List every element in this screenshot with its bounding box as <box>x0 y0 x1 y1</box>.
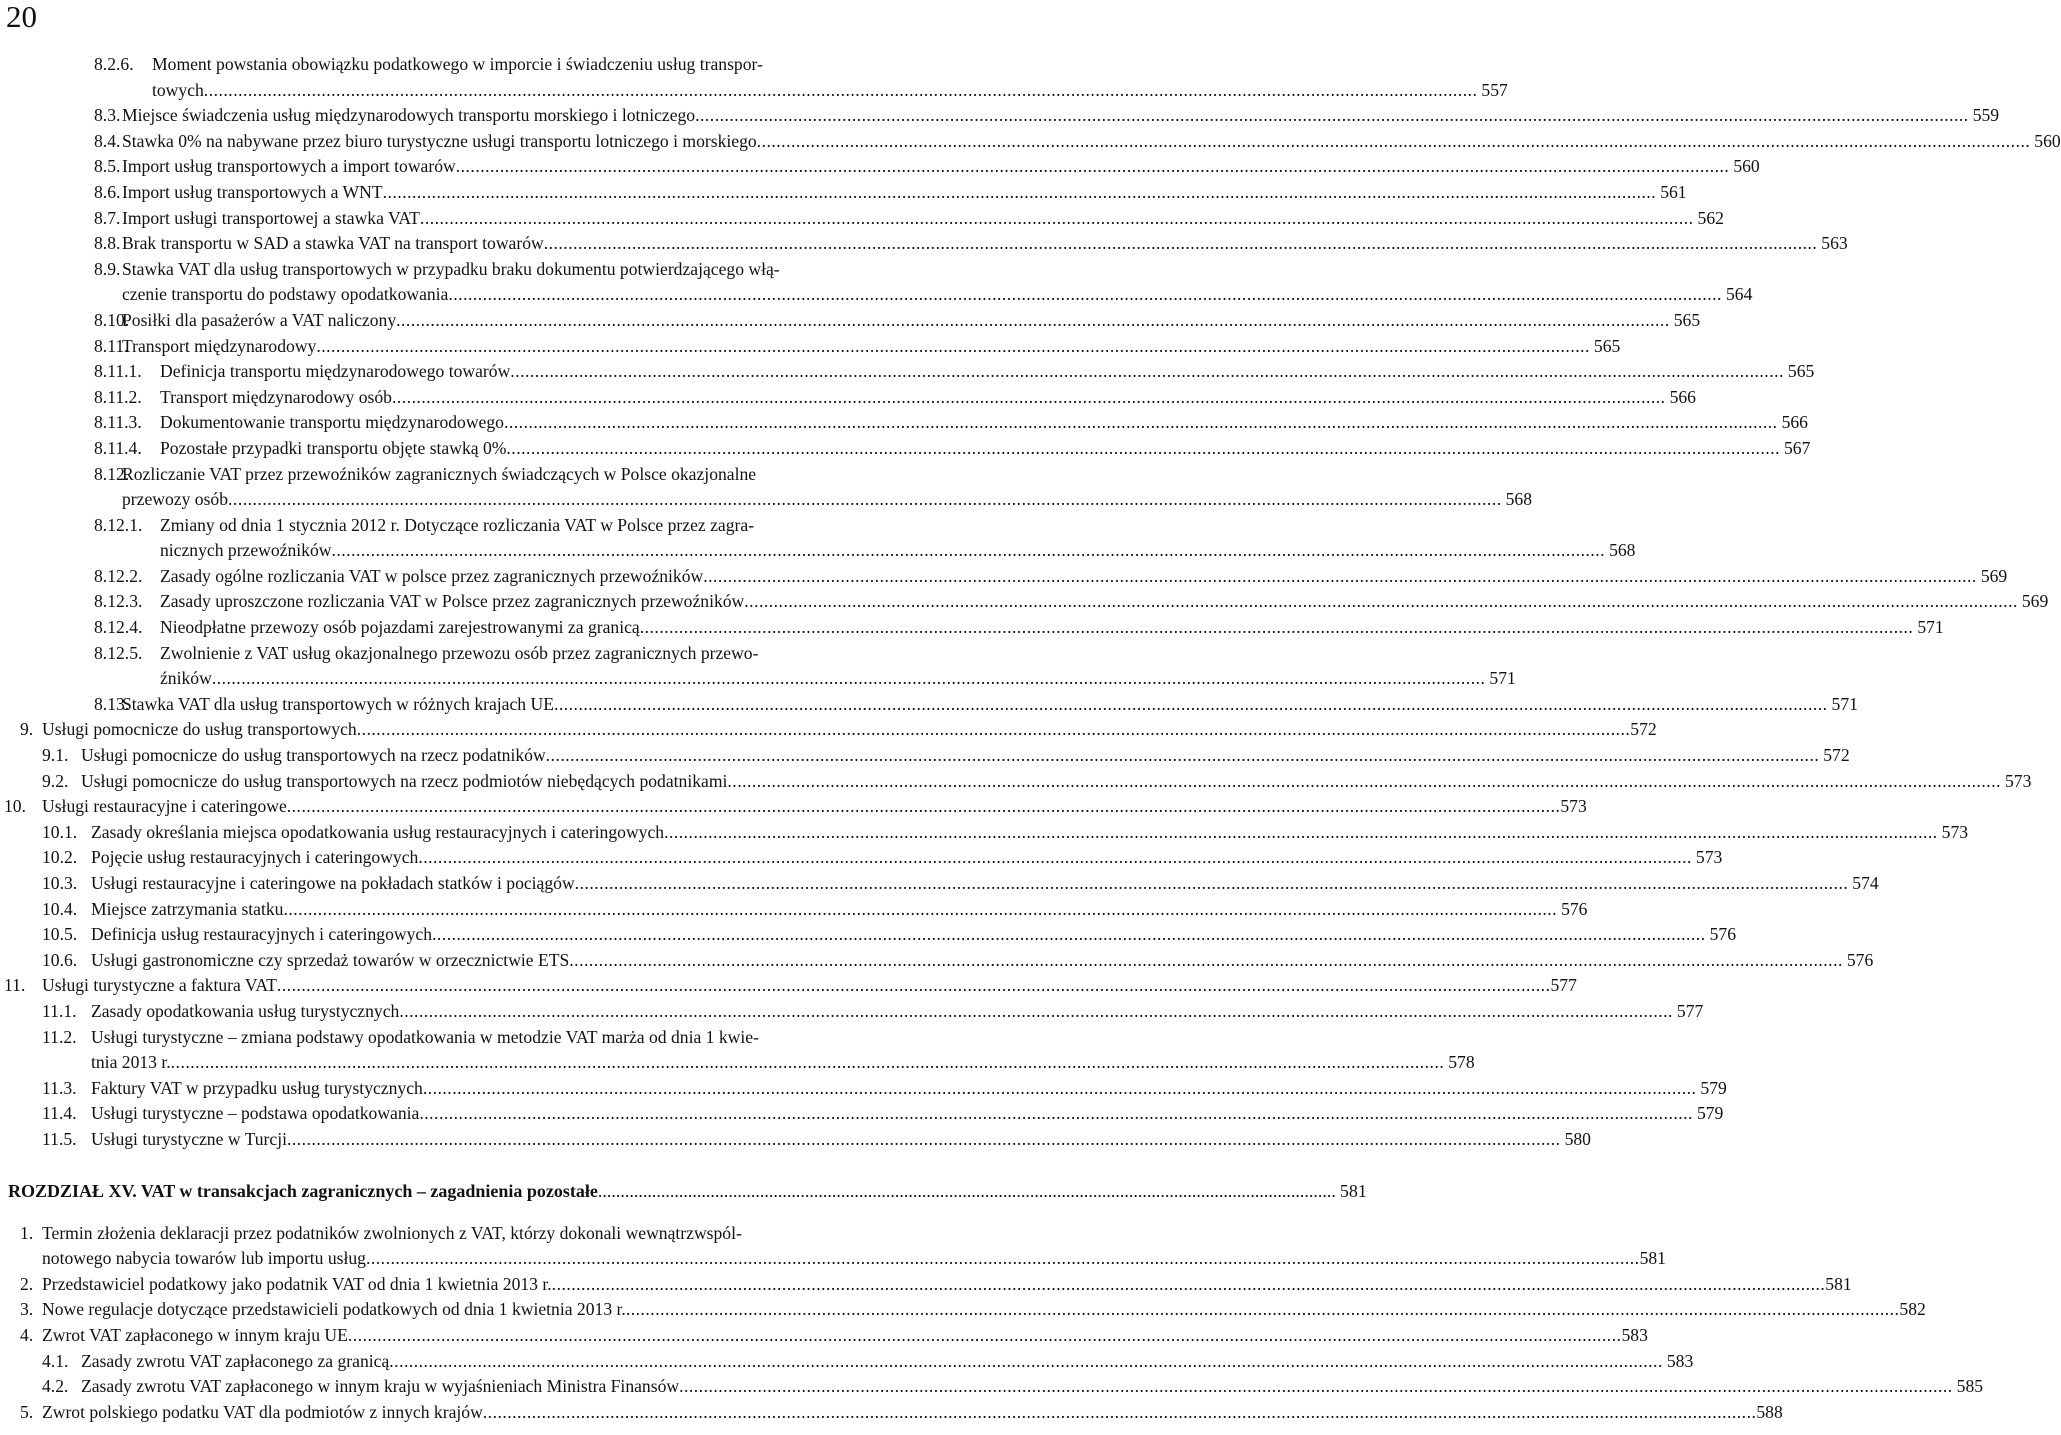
toc-entry-title: Pojęcie usług restauracyjnych i cateringowych <box>91 847 419 868</box>
toc-entry-number: 11. <box>4 975 26 996</box>
dot-leader: .................................................................................................................................................................................................................................................................... <box>419 207 1694 228</box>
toc-entry-page: 573 <box>2004 770 2032 791</box>
toc-entry[interactable] <box>0 385 1696 411</box>
toc-entry-page: 569 <box>2021 591 2049 612</box>
toc-entry[interactable] <box>0 999 1704 1025</box>
toc-entry[interactable] <box>0 154 1760 180</box>
toc-entry-number: 9.2. <box>42 770 69 791</box>
toc-entry-page: 582 <box>1899 1299 1926 1320</box>
toc-entry-page: 568 <box>1505 489 1533 510</box>
toc-entry-number: 8.11.4. <box>94 437 142 458</box>
toc-entry[interactable] <box>0 180 1687 206</box>
toc-entry-number: 8.11. <box>94 335 129 356</box>
dot-leader: .................................................................................................................................................................................................................................................................... <box>553 693 1828 714</box>
toc-entry[interactable] <box>0 743 1850 769</box>
dot-leader: .................................................................................................................................................................................................................................................................... <box>316 335 1590 356</box>
toc-entry-title: nicznych przewoźników <box>160 540 332 561</box>
toc-entry[interactable] <box>0 564 2008 590</box>
toc-entry-page: 583 <box>1666 1350 1694 1371</box>
toc-entry-page: 588 <box>1756 1401 1783 1422</box>
toc-entry-title: Usługi restauracyjne i cateringowe <box>42 796 287 817</box>
page-number: 20 <box>6 0 37 34</box>
dot-leader: .................................................................................................................................................................................................................................................................... <box>228 489 1502 510</box>
toc-entry-number: 11.4. <box>42 1103 77 1124</box>
dot-leader: .................................................................................................................................................................................................................................................................... <box>399 1000 1673 1021</box>
toc-entry[interactable] <box>0 1127 1591 1153</box>
toc-entry-page: 560 <box>2034 130 2061 151</box>
toc-entry-page: 565 <box>1593 335 1621 356</box>
toc-entry-page: 583 <box>1621 1324 1648 1345</box>
dot-leader: .................................................................................................................................................................................................................................................................... <box>482 1401 1757 1422</box>
toc-entry-number: 10.3. <box>42 873 78 893</box>
dot-leader: .................................................................................................................................................................... <box>597 1180 1336 1201</box>
toc-entry-title: Zasady ogólne rozliczania VAT w polsce przez zagranicznych przewoźników <box>160 565 704 586</box>
toc-entry-title: Dokumentowanie transportu międzynarodowego <box>160 412 504 433</box>
toc-chapter-heading[interactable] <box>0 1173 1367 1209</box>
toc-entry-title: Usługi gastronomiczne czy sprzedaż towarów w orzecznictwie ETS <box>91 949 570 970</box>
toc-entry[interactable] <box>0 589 2049 615</box>
toc-entry[interactable] <box>0 1400 1783 1426</box>
dot-leader: .................................................................................................................................................................................................................................................................... <box>756 130 2031 151</box>
dot-leader: .................................................................................................................................................................................................................................................................... <box>744 591 2018 612</box>
toc-entry-title: Zwrot VAT zapłaconego w innym kraju UE <box>42 1324 348 1345</box>
toc-entry-title: Usługi turystyczne w Turcji <box>91 1128 287 1149</box>
toc-entry-page: 576 <box>1561 898 1588 919</box>
dot-leader: .................................................................................................................................................................................................................................................................... <box>418 847 1692 868</box>
toc-entry[interactable] <box>0 513 1636 564</box>
toc-entry[interactable] <box>0 359 1815 385</box>
toc-entry-number: 8.12.4. <box>94 617 143 638</box>
dot-leader: .................................................................................................................................................................................................................................................................... <box>448 284 1722 305</box>
toc-entry-number: 8.12.3. <box>94 591 143 612</box>
toc-entry-page: 571 <box>1917 617 1944 638</box>
toc-entry[interactable] <box>0 1101 1724 1127</box>
toc-entry-number: 8.11.3. <box>94 412 142 433</box>
toc-entry-number: 8.5. <box>94 156 121 177</box>
dot-leader: .................................................................................................................................................................................................................................................................... <box>695 105 1969 126</box>
toc-entry[interactable] <box>0 794 1587 820</box>
toc-section-chapter-xiv <box>0 52 2061 1153</box>
toc-entry-page: 559 <box>1972 105 2000 126</box>
dot-leader: .................................................................................................................................................................................................................................................................... <box>283 898 1558 919</box>
toc-entry[interactable] <box>0 717 1657 743</box>
dot-leader: .................................................................................................................................................................................................................................................................... <box>432 924 1706 945</box>
dot-leader: .................................................................................................................................................................................................................................................................... <box>276 975 1551 996</box>
toc-entry-page: 581 <box>1825 1273 1852 1294</box>
toc-entry-number: 8.12.2. <box>94 565 143 586</box>
toc-entry-number: 10.4. <box>42 898 78 919</box>
dot-leader: .................................................................................................................................................................................................................................................................... <box>625 1299 1900 1320</box>
dot-leader: .................................................................................................................................................................................................................................................................... <box>703 565 1977 586</box>
toc-entry-number: 11.1. <box>42 1000 77 1021</box>
dot-leader: .................................................................................................................................................................................................................................................................... <box>543 233 1818 254</box>
dot-leader: .................................................................................................................................................................................................................................................................... <box>679 1376 1953 1397</box>
toc-entry[interactable] <box>0 1374 1984 1400</box>
toc-entry-title: Usługi pomocnicze do usług transportowych na rzecz podatników <box>81 745 546 766</box>
toc-entry-title: Stawka VAT dla usług transportowych w różnych krajach UE <box>122 693 554 714</box>
toc-entry-page: 580 <box>1564 1128 1591 1149</box>
dot-leader: .................................................................................................................................................................................................................................................................... <box>551 1273 1826 1294</box>
toc-entry-title: Zwrot polskiego podatku VAT dla podmiotów z innych krajów <box>42 1401 483 1422</box>
toc-entry-page: 562 <box>1697 207 1724 228</box>
toc-entry-title: notowego nabycia towarów lub importu usług <box>42 1248 366 1269</box>
toc-entry-title: czenie transportu do podstawy opodatkowania <box>122 284 449 305</box>
toc-entry-page: 577 <box>1676 1000 1704 1021</box>
toc-entry-title: Zasady określania miejsca opodatkowania usług restauracyjnych i cateringowych <box>91 821 665 842</box>
dot-leader: .................................................................................................................................................................................................................................................................... <box>545 745 1820 766</box>
toc-entry-page: 576 <box>1709 924 1736 945</box>
toc-entry-page: 576 <box>1846 949 1874 970</box>
toc-entry-page: 565 <box>1673 309 1701 330</box>
dot-leader: .................................................................................................................................................................................................................................................................... <box>286 796 1561 817</box>
dot-leader: .................................................................................................................................................................................................................................................................... <box>727 770 2001 791</box>
toc-entry-number: 10. <box>4 796 26 817</box>
toc-entry-title: przewozy osób <box>122 489 229 510</box>
toc-entry-title: Usługi pomocnicze do usług transportowych na rzecz podmiotów niebędących podatnikami <box>81 770 728 791</box>
toc-entry-number: 10.6. <box>42 949 78 970</box>
toc-entry[interactable] <box>0 308 1701 334</box>
toc-entry-page: 566 <box>1669 386 1696 407</box>
toc-entry-title: Nowe regulacje dotyczące przedstawicieli podatkowych od dnia 1 kwietnia 2013 r. <box>42 1299 626 1320</box>
toc-entry-number: 8.3. <box>94 105 121 126</box>
toc-entry-title: Zwolnienie z VAT usług okazjonalnego przewozu osób przez zagranicznych przewo- <box>160 642 759 663</box>
toc-entry-title: Przedstawiciel podatkowy jako podatnik VAT od dnia 1 kwietnia 2013 r. <box>42 1273 552 1294</box>
dot-leader: .................................................................................................................................................................................................................................................................... <box>170 1052 1445 1073</box>
toc-entry-number: 8.9. <box>94 258 121 279</box>
toc-entry[interactable] <box>0 897 1588 923</box>
toc-entry[interactable] <box>0 692 1858 718</box>
toc-entry-title: Zasady opodatkowania usług turystycznych <box>91 1000 400 1021</box>
toc-entry-number: 11.3. <box>42 1077 77 1098</box>
toc-entry[interactable] <box>0 769 2032 795</box>
toc-entry-number: 9.1. <box>42 745 69 766</box>
toc-entry-page: 561 <box>1660 181 1687 202</box>
toc-entry-page: 571 <box>1489 668 1516 689</box>
toc-entry-page: 579 <box>1696 1103 1724 1124</box>
toc-entry[interactable] <box>0 871 1879 897</box>
toc-entry-title: źników <box>160 668 212 689</box>
toc-entry-title: Definicja transportu międzynarodowego towarów <box>160 361 511 382</box>
toc-entry-title: Usługi restauracyjne i cateringowe na pokładach statków i pociągów <box>91 873 575 893</box>
toc-entry-number: 10.1. <box>42 821 78 842</box>
toc-entry-title: Stawka 0% na nabywane przez biuro turystyczne usługi transportu lotniczego i morskiego <box>122 130 757 151</box>
dot-leader: .................................................................................................................................................................................................................................................................... <box>391 386 1666 407</box>
toc-entry-number: 4. <box>20 1324 34 1345</box>
toc-entry-number: 8.11.1. <box>94 361 142 382</box>
toc-entry[interactable] <box>0 973 1577 999</box>
toc-entry-title: Nieodpłatne przewozy osób pojazdami zarejestrowanymi za granicą <box>160 617 640 638</box>
toc-entry[interactable] <box>0 52 1508 103</box>
toc-entry[interactable] <box>0 257 1753 308</box>
toc-entry-number: 2. <box>20 1273 34 1294</box>
toc-entry[interactable] <box>0 845 1723 871</box>
toc-entry-page: 565 <box>1787 361 1815 382</box>
dot-leader: .................................................................................................................................................................................................................................................................... <box>574 873 1849 893</box>
toc-entry-title: Zmiany od dnia 1 stycznia 2012 r. Dotyczące rozliczania VAT w Polsce przez zagra- <box>160 514 755 535</box>
toc-entry[interactable] <box>0 129 2061 155</box>
toc-entry-number: 8.8. <box>94 233 121 254</box>
toc-entry-page: 564 <box>1725 284 1753 305</box>
toc-entry-number: 3. <box>20 1299 34 1320</box>
toc-entry-number: 11.2. <box>42 1026 77 1047</box>
toc-entry[interactable] <box>0 1272 1852 1298</box>
dot-leader: .................................................................................................................................................................................................................................................................... <box>389 1350 1663 1371</box>
toc-entry-title: Zasady zwrotu VAT zapłaconego za granicą <box>81 1350 390 1371</box>
toc-entry[interactable] <box>0 462 1533 513</box>
dot-leader: .................................................................................................................................................................................................................................................................... <box>396 309 1670 330</box>
dot-leader: .................................................................................................................................................................................................................................................................... <box>422 1077 1697 1098</box>
toc-entry-title: Usługi turystyczne – zmiana podstawy opodatkowania w metodzie VAT marża od dnia 1 kwie- <box>91 1026 759 1047</box>
toc-section-chapter-xv <box>0 1221 1984 1426</box>
toc-entry-title: towych <box>152 79 204 100</box>
toc-entry-number: 4.1. <box>42 1350 69 1371</box>
dot-leader: .................................................................................................................................................................................................................................................................... <box>365 1248 1640 1269</box>
toc-entry-title: Zasady zwrotu VAT zapłaconego w innym kraju w wyjaśnieniach Ministra Finansów <box>81 1376 680 1397</box>
toc-entry-page: 567 <box>1784 437 1811 458</box>
toc-entry-title: Faktury VAT w przypadku usług turystycznych <box>91 1077 423 1098</box>
toc-entry-title: Usługi pomocnicze do usług transportowych <box>42 719 357 740</box>
dot-leader: .................................................................................................................................................................................................................................................................... <box>211 668 1486 689</box>
toc-entry-title: Miejsce świadczenia usług międzynarodowych transportu morskiego i lotniczego <box>122 105 696 126</box>
toc-entry-page: 581 <box>1639 1248 1666 1269</box>
toc-entry[interactable] <box>0 436 1811 462</box>
toc-entry[interactable] <box>0 334 1621 360</box>
toc-entry[interactable] <box>0 820 1969 846</box>
dot-leader: .................................................................................................................................................................................................................................................................... <box>664 821 1938 842</box>
toc-entry-number: 8.12.5. <box>94 642 143 663</box>
toc-entry-page: 566 <box>1781 412 1808 433</box>
dot-leader: .................................................................................................................................................................................................................................................................... <box>455 156 1730 177</box>
toc-entry-page: 563 <box>1821 233 1848 254</box>
toc-entry-number: 8.2.6. <box>94 54 134 74</box>
toc-entry-title: Stawka VAT dla usług transportowych w przypadku braku dokumentu potwierdzającego włą- <box>122 258 780 279</box>
toc-entry-number: 5. <box>20 1401 34 1422</box>
toc-entry-number: 8.11.2. <box>94 386 142 407</box>
dot-leader: .................................................................................................................................................................................................................................................................... <box>286 1128 1561 1149</box>
toc-entry-page: 573 <box>1560 796 1587 817</box>
dot-leader: .................................................................................................................................................................................................................................................................... <box>639 617 1914 638</box>
toc-entry-page: 574 <box>1852 873 1879 893</box>
toc-entry[interactable] <box>0 410 1808 436</box>
dot-leader: .................................................................................................................................................................................................................................................................... <box>347 1324 1622 1345</box>
toc-entry[interactable] <box>0 103 2000 129</box>
chapter-title: ROZDZIAŁ XV. VAT w transakcjach zagranicznych – zagadnienia pozostałe <box>8 1180 598 1201</box>
toc-entry[interactable] <box>0 1349 1694 1375</box>
toc-entry-page: 572 <box>1630 719 1657 740</box>
toc-entry-page: 557 <box>1481 79 1508 100</box>
toc-entry-title: tnia 2013 r. <box>91 1052 171 1073</box>
toc-entry-number: 9. <box>20 719 34 740</box>
toc-entry-page: 573 <box>1941 821 1969 842</box>
toc-entry-number: 10.5. <box>42 924 78 945</box>
dot-leader: .................................................................................................................................................................................................................................................................... <box>382 181 1657 202</box>
dot-leader: .................................................................................................................................................................................................................................................................... <box>419 1103 1693 1124</box>
toc-entry-title: Import usługi transportowej a stawka VAT <box>122 207 420 228</box>
toc-entry-number: 11.5. <box>42 1128 77 1149</box>
toc-entry[interactable] <box>0 206 1724 232</box>
dot-leader: .................................................................................................................................................................................................................................................................... <box>203 79 1478 100</box>
toc-entry-page: 585 <box>1956 1376 1984 1397</box>
toc-entry-title: Rozliczanie VAT przez przewoźników zagranicznych świadczących w Polsce okazjonalne <box>122 463 757 484</box>
toc-entry-number: 8.4. <box>94 130 121 151</box>
toc-entry-number: 10.2. <box>42 847 78 868</box>
toc-entry-page: 579 <box>1700 1077 1727 1098</box>
toc-entry-title: Transport międzynarodowy osób <box>160 386 392 407</box>
toc-entry-title: Usługi turystyczne – podstawa opodatkowania <box>91 1103 420 1124</box>
toc-entry-page: 560 <box>1733 156 1760 177</box>
dot-leader: .................................................................................................................................................................................................................................................................... <box>569 949 1843 970</box>
toc-entry-title: Pozostałe przypadki transportu objęte stawką 0% <box>160 437 507 458</box>
toc-entry[interactable] <box>0 231 1848 257</box>
toc-entry-title: Definicja usług restauracyjnych i cateringowych <box>91 924 432 945</box>
toc-entry-title: Posiłki dla pasażerów a VAT naliczony <box>122 309 397 330</box>
toc-entry-number: 8.12. <box>94 463 130 484</box>
toc-entry[interactable] <box>0 1076 1727 1102</box>
toc-entry-page: 569 <box>1980 565 2008 586</box>
dot-leader: .................................................................................................................................................................................................................................................................... <box>506 437 1780 458</box>
toc-entry[interactable] <box>0 615 1944 641</box>
chapter-page: 581 <box>1339 1180 1367 1201</box>
table-of-contents <box>0 52 2061 1425</box>
toc-entry[interactable] <box>0 641 1516 692</box>
toc-entry-page: 573 <box>1695 847 1723 868</box>
toc-entry-title: Import usług transportowych a import towarów <box>122 156 456 177</box>
dot-leader: .................................................................................................................................................................................................................................................................... <box>503 412 1778 433</box>
toc-entry[interactable] <box>0 1323 1648 1349</box>
toc-entry[interactable] <box>0 1025 1475 1076</box>
toc-entry-title: Usługi turystyczne a faktura VAT <box>42 975 277 996</box>
toc-entry-page: 568 <box>1609 540 1636 561</box>
toc-entry-page: 571 <box>1831 693 1858 714</box>
toc-entry-number: 1. <box>20 1222 34 1243</box>
toc-entry-page: 572 <box>1823 745 1850 766</box>
toc-entry-number: 8.10. <box>94 309 130 330</box>
toc-entry-number: 8.7. <box>94 207 121 228</box>
toc-entry-title: Brak transportu w SAD a stawka VAT na transport towarów <box>122 233 544 254</box>
toc-entry-title: Transport międzynarodowy <box>122 335 317 356</box>
toc-entry-number: 4.2. <box>42 1376 69 1397</box>
toc-entry-number: 8.6. <box>94 181 121 202</box>
toc-entry-title: Miejsce zatrzymania statku <box>91 898 284 919</box>
toc-entry[interactable] <box>0 1221 1666 1272</box>
toc-entry-number: 8.13. <box>94 693 130 714</box>
dot-leader: .................................................................................................................................................................................................................................................................... <box>510 361 1784 382</box>
dot-leader: .................................................................................................................................................................................................................................................................... <box>331 540 1606 561</box>
toc-entry-page: 578 <box>1448 1052 1475 1073</box>
toc-entry-title: Moment powstania obowiązku podatkowego w imporcie i świadczeniu usług transpor- <box>152 54 763 74</box>
dot-leader: .................................................................................................................................................................................................................................................................... <box>356 719 1631 740</box>
toc-entry[interactable] <box>0 1297 1926 1323</box>
toc-entry-title: Zasady uproszczone rozliczania VAT w Polsce przez zagranicznych przewoźników <box>160 591 745 612</box>
toc-entry-page: 577 <box>1550 975 1577 996</box>
toc-entry[interactable] <box>0 948 1874 974</box>
toc-entry-number: 8.12.1. <box>94 514 143 535</box>
toc-entry[interactable] <box>0 922 1736 948</box>
toc-entry-title: Termin złożenia deklaracji przez podatników zwolnionych z VAT, którzy dokonali wewnątrzwspól- <box>42 1222 742 1243</box>
toc-entry-title: Import usług transportowych a WNT <box>122 181 383 202</box>
